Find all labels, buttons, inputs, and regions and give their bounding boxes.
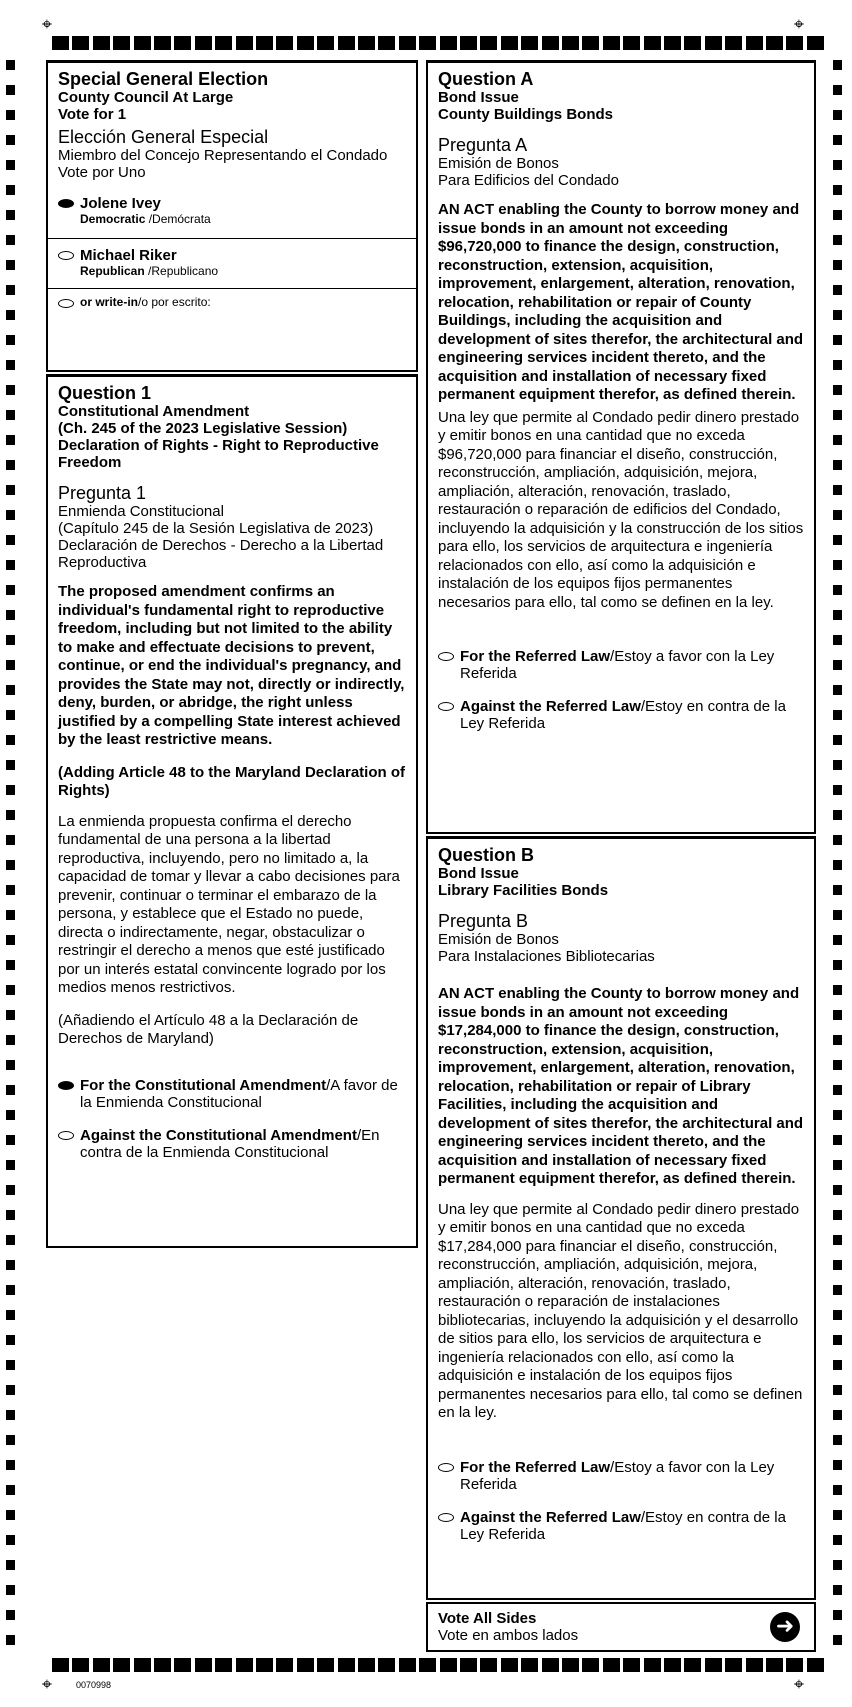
timing-mark <box>6 685 15 695</box>
timing-mark <box>256 36 273 50</box>
timing-mark <box>833 1585 842 1595</box>
question-subject-es: Para Edificios del Condado <box>438 172 619 189</box>
timing-mark <box>833 60 842 70</box>
timing-mark <box>6 1635 15 1645</box>
arrow-right-circle-icon: ➜ <box>770 1612 800 1642</box>
timing-mark <box>6 410 15 420</box>
timing-mark <box>174 36 191 50</box>
vote-all-sides-label: Vote All Sides <box>438 1610 537 1627</box>
timing-mark <box>338 1658 355 1672</box>
top-timing-marks <box>0 36 852 52</box>
timing-mark <box>72 36 89 50</box>
timing-mark <box>562 1658 579 1672</box>
timing-mark <box>6 335 15 345</box>
timing-mark <box>833 1360 842 1370</box>
timing-mark <box>399 1658 416 1672</box>
timing-mark <box>154 1658 171 1672</box>
timing-mark <box>6 160 15 170</box>
timing-mark <box>833 1510 842 1520</box>
choice-label: Against the Referred Law <box>460 1508 641 1526</box>
timing-mark <box>833 1285 842 1295</box>
timing-mark <box>215 1658 232 1672</box>
timing-mark <box>6 760 15 770</box>
question-a <box>426 60 816 834</box>
timing-mark <box>113 36 130 50</box>
timing-mark <box>833 385 842 395</box>
question-title: Question B <box>438 845 535 865</box>
timing-mark <box>833 660 842 670</box>
timing-mark <box>419 1658 436 1672</box>
timing-mark <box>6 910 15 920</box>
timing-mark <box>6 860 15 870</box>
timing-mark <box>6 435 15 445</box>
timing-mark <box>833 1560 842 1570</box>
timing-mark <box>833 1610 842 1620</box>
timing-mark <box>6 235 15 245</box>
timing-mark <box>6 1460 15 1470</box>
timing-mark <box>562 36 579 50</box>
timing-mark <box>807 36 824 50</box>
timing-mark <box>644 1658 661 1672</box>
timing-mark <box>52 36 69 50</box>
contest-title: Special General Election <box>58 69 269 89</box>
question-text-es: Una ley que permite al Condado pedir dinero prestado y emitir bonos en una cantidad que no exceda $96,720,000 para financiar el diseño, construcción, reconstrucción, ampliación, adquisición, mejora, ampliación, alteración, renovación, traslado, restauración o reparación de edificios del Condado, incluyendo la adquisición y la construcción de los sitios para ello, los servicios de arquitectura e ingeniería relacionados con ello, así como la adquisición e instalación de los equipos fijos permanentes necesarios para ello, tal como se definen en la ley. <box>438 408 804 611</box>
timing-mark <box>419 36 436 50</box>
timing-mark <box>603 1658 620 1672</box>
timing-mark <box>113 1658 130 1672</box>
question-subject: County Buildings Bonds <box>438 106 613 123</box>
write-in-label: or write-in <box>80 295 139 309</box>
timing-mark <box>6 1160 15 1170</box>
choice-against[interactable] <box>48 1127 416 1161</box>
timing-mark <box>6 1335 15 1345</box>
timing-mark <box>664 36 681 50</box>
timing-mark <box>6 1135 15 1145</box>
timing-mark <box>6 85 15 95</box>
timing-mark <box>6 1535 15 1545</box>
question-subject-es: Declaración de Derechos - Derecho a la Libertad Reproductiva <box>58 537 384 571</box>
question-text-es: La enmienda propuesta confirma el derecho fundamental de una persona a la libertad reproductiva, incluyendo, pero no limitado a, la capacidad de tomar y llevar a cabo decisiones para prevenir, continuar o terminar el embarazo de la persona, y establece que el Estado no puede, directa o indirectamente, negar, obstaculizar o restringir el derecho a menos que esté justificado por un interés estatal convincente logrado por los medios menos restrictivos. <box>58 812 400 996</box>
question-type: Bond Issue <box>438 89 519 106</box>
timing-mark <box>644 36 661 50</box>
timing-mark <box>833 710 842 720</box>
timing-mark <box>6 660 15 670</box>
question-text: AN ACT enabling the County to borrow money and issue bonds in an amount not exceeding $17,284,000 to finance the design, construction, reconstruction, extension, acquisition, improvement, enlargement, alteration, renovation, relocation, rehabilitation or repair of Library Facilities, including the acquisition and development of sites therefor, the architectural and engineering services incident thereto, and the acquisition and installation of necessary fixed permanent equipment therefor, as defined therein. <box>438 985 804 1187</box>
timing-mark <box>317 36 334 50</box>
timing-mark <box>195 1658 212 1672</box>
right-timing-marks <box>831 60 845 1660</box>
candidate-party: Republican <box>80 264 145 278</box>
timing-mark <box>623 1658 640 1672</box>
question-type: Constitutional Amendment <box>58 403 250 420</box>
timing-mark <box>833 1135 842 1145</box>
timing-mark <box>440 36 457 50</box>
timing-mark <box>501 36 518 50</box>
timing-mark <box>833 85 842 95</box>
contest-vote-for-es: Vote por Uno <box>58 164 146 181</box>
timing-mark <box>6 735 15 745</box>
choice-for[interactable] <box>428 1459 814 1493</box>
timing-mark <box>378 1658 395 1672</box>
timing-mark <box>6 485 15 495</box>
choice-label: Against the Referred Law <box>460 698 641 715</box>
timing-mark <box>542 1658 559 1672</box>
timing-mark <box>705 36 722 50</box>
timing-mark <box>833 510 842 520</box>
vote-all-sides-label-es: Vote en ambos lados <box>438 1627 579 1644</box>
timing-mark <box>833 160 842 170</box>
timing-mark <box>6 310 15 320</box>
timing-mark <box>833 110 842 120</box>
timing-mark <box>460 36 477 50</box>
selection-oval[interactable] <box>438 702 454 711</box>
timing-mark <box>6 1185 15 1195</box>
timing-mark <box>603 36 620 50</box>
timing-mark <box>358 36 375 50</box>
timing-mark <box>725 1658 742 1672</box>
timing-mark <box>833 985 842 995</box>
timing-mark <box>833 1060 842 1070</box>
timing-mark <box>338 36 355 50</box>
timing-mark <box>833 1185 842 1195</box>
selection-oval[interactable] <box>58 1131 74 1140</box>
timing-mark <box>215 36 232 50</box>
choice-label: For the Referred Law <box>460 648 611 665</box>
timing-mark <box>6 1560 15 1570</box>
timing-mark <box>746 1658 763 1672</box>
timing-mark <box>833 1085 842 1095</box>
timing-mark <box>521 1658 538 1672</box>
timing-mark <box>256 1658 273 1672</box>
timing-mark <box>786 1658 803 1672</box>
timing-mark <box>833 560 842 570</box>
timing-mark <box>833 960 842 970</box>
choice-label: For the Constitutional Amendment <box>80 1076 327 1094</box>
timing-mark <box>6 1385 15 1395</box>
timing-mark <box>833 1260 842 1270</box>
timing-mark <box>582 1658 599 1672</box>
timing-mark <box>6 1210 15 1220</box>
timing-mark <box>134 1658 151 1672</box>
timing-mark <box>833 135 842 145</box>
timing-mark <box>833 1460 842 1470</box>
timing-mark <box>833 635 842 645</box>
question-adding: (Adding Article 48 to the Maryland Declaration of Rights) <box>58 763 405 799</box>
timing-mark <box>833 535 842 545</box>
candidate-party-es: /Republicano <box>144 264 219 278</box>
timing-mark <box>6 1410 15 1420</box>
selection-oval[interactable] <box>58 251 74 260</box>
timing-mark <box>6 135 15 145</box>
timing-mark <box>6 260 15 270</box>
question-text-es: Una ley que permite al Condado pedir dinero prestado y emitir bonos en una cantidad que no exceda $17,284,000 para financiar el diseño, construcción, reconstrucción, ampliación, adquisición, mejora, ampliación, alteración, renovación, traslado, restauración o reparación de instalaciones bibliotecarias, incluyendo la adquisición y el desarrollo de sitios para ello, los servicios de arquitectura e ingeniería relacionados con ello, así como la adquisición e instalación de los equipos fijos permanentes necesarios para ello, tal como se definen en la ley. <box>438 1200 803 1421</box>
choice-label-es: /Estoy en contra de la Ley Referida <box>460 698 786 732</box>
timing-mark <box>833 1485 842 1495</box>
choice-label-es: /Estoy en contra de la Ley Referida <box>460 1508 786 1543</box>
timing-mark <box>501 1658 518 1672</box>
timing-mark <box>623 36 640 50</box>
timing-mark <box>6 1110 15 1120</box>
timing-mark <box>6 460 15 470</box>
candidate-option[interactable] <box>48 189 416 238</box>
question-adding-es: (Añadiendo el Artículo 48 a la Declaración de Derechos de Maryland) <box>58 1011 359 1047</box>
timing-mark <box>833 785 842 795</box>
timing-mark <box>236 36 253 50</box>
question-title-es: Pregunta 1 <box>58 483 147 503</box>
question-type-es: Emisión de Bonos <box>438 155 559 172</box>
timing-mark <box>786 36 803 50</box>
timing-mark <box>6 585 15 595</box>
question-title: Question A <box>438 69 534 89</box>
choice-for[interactable] <box>428 648 814 682</box>
timing-mark <box>833 235 842 245</box>
question-text: The proposed amendment confirms an individual's fundamental right to reproductive freedom, including but not limited to the ability to make and effectuate decisions to prevent, continue, or end the individual's pregnancy, and provides the State may not, directly or indirectly, deny, burden, or abridge, the right unless justified by a compelling State interest achieved by the least restrictive means. <box>58 583 405 748</box>
question-title-es: Pregunta A <box>438 135 528 155</box>
timing-mark <box>6 1310 15 1320</box>
timing-mark <box>766 36 783 50</box>
question-text: AN ACT enabling the County to borrow money and issue bonds in an amount not exceeding $96,720,000 to finance the design, construction, reconstruction, extension, acquisition, improvement, enlargement, alteration, renovation, relocation, rehabilitation or repair of County Buildings, including the acquisition and development of sites therefor, the architectural and engineering services incident thereto, and the acquisition and installation of necessary fixed permanent equipment therefor, as defined therein. <box>438 201 804 403</box>
question-subject-es: Para Instalaciones Bibliotecarias <box>438 948 655 965</box>
candidate-name: Michael Riker <box>80 247 177 264</box>
selection-oval[interactable] <box>438 652 454 661</box>
timing-mark <box>317 1658 334 1672</box>
question-subject: Library Facilities Bonds <box>438 882 609 899</box>
timing-mark <box>833 1010 842 1020</box>
timing-mark <box>833 935 842 945</box>
timing-mark <box>6 360 15 370</box>
timing-mark <box>833 1235 842 1245</box>
question-title-es: Pregunta B <box>438 911 529 931</box>
timing-mark <box>6 510 15 520</box>
timing-mark <box>6 185 15 195</box>
timing-mark <box>684 36 701 50</box>
timing-mark <box>6 1260 15 1270</box>
timing-mark <box>6 835 15 845</box>
timing-mark <box>6 1085 15 1095</box>
crosshair-icon: ⌖ <box>793 1674 805 1695</box>
timing-mark <box>833 185 842 195</box>
question-chapter: (Ch. 245 of the 2023 Legislative Session) <box>58 420 348 437</box>
timing-mark <box>521 36 538 50</box>
write-in-option[interactable] <box>48 288 416 338</box>
selection-oval[interactable] <box>438 1513 454 1522</box>
timing-mark <box>833 585 842 595</box>
timing-mark <box>480 36 497 50</box>
candidate-option[interactable] <box>48 238 416 288</box>
timing-mark <box>725 36 742 50</box>
timing-mark <box>399 36 416 50</box>
timing-mark <box>480 1658 497 1672</box>
timing-mark <box>6 635 15 645</box>
timing-mark <box>236 1658 253 1672</box>
choice-against[interactable] <box>428 1509 814 1543</box>
timing-mark <box>833 1635 842 1645</box>
timing-mark <box>6 385 15 395</box>
timing-mark <box>833 885 842 895</box>
timing-mark <box>6 1610 15 1620</box>
question-title: Question 1 <box>58 383 152 403</box>
crosshair-icon: ⌖ <box>793 14 805 35</box>
timing-mark <box>378 36 395 50</box>
choice-for[interactable] <box>48 1077 416 1111</box>
timing-mark <box>833 410 842 420</box>
timing-mark <box>134 36 151 50</box>
timing-mark <box>684 1658 701 1672</box>
timing-mark <box>833 1435 842 1445</box>
timing-mark <box>766 1658 783 1672</box>
candidate-party-es: /Demócrata <box>145 212 211 226</box>
question-type: Bond Issue <box>438 865 519 882</box>
timing-mark <box>6 1485 15 1495</box>
contest-vote-for: Vote for 1 <box>58 106 127 123</box>
timing-mark <box>833 910 842 920</box>
timing-mark <box>72 1658 89 1672</box>
timing-mark <box>833 360 842 370</box>
timing-mark <box>833 685 842 695</box>
timing-mark <box>93 36 110 50</box>
timing-mark <box>6 535 15 545</box>
timing-mark <box>6 985 15 995</box>
left-timing-marks <box>4 60 18 1660</box>
question-chapter-es: (Capítulo 245 de la Sesión Legislativa de 2023) <box>58 520 374 537</box>
choice-label: Against the Constitutional Amendment <box>80 1126 357 1144</box>
timing-mark <box>6 960 15 970</box>
timing-mark <box>833 760 842 770</box>
timing-mark <box>6 885 15 895</box>
vote-all-sides-box <box>426 1602 816 1652</box>
timing-mark <box>6 110 15 120</box>
question-type-es: Enmienda Constitucional <box>58 503 224 520</box>
timing-mark <box>6 1060 15 1070</box>
timing-mark <box>460 1658 477 1672</box>
selection-oval[interactable] <box>58 199 74 208</box>
timing-mark <box>6 285 15 295</box>
timing-mark <box>833 435 842 445</box>
choice-label-es: /Estoy a favor con la Ley Referida <box>460 1458 775 1493</box>
timing-mark <box>833 1035 842 1045</box>
timing-mark <box>833 835 842 845</box>
timing-mark <box>358 1658 375 1672</box>
timing-mark <box>6 560 15 570</box>
timing-mark <box>195 36 212 50</box>
timing-mark <box>582 36 599 50</box>
timing-mark <box>664 1658 681 1672</box>
timing-mark <box>833 860 842 870</box>
timing-mark <box>6 1360 15 1370</box>
candidate-name: Jolene Ivey <box>80 195 161 212</box>
crosshair-icon: ⌖ <box>41 14 53 35</box>
timing-mark <box>833 610 842 620</box>
crosshair-icon: ⌖ <box>41 1674 53 1695</box>
ballot-serial-number: 0070998 <box>76 1680 112 1690</box>
timing-mark <box>276 36 293 50</box>
timing-mark <box>833 1310 842 1320</box>
contest-office-es: Miembro del Concejo Representando el Condado <box>58 147 388 164</box>
timing-mark <box>746 36 763 50</box>
timing-mark <box>6 610 15 620</box>
timing-mark <box>6 1035 15 1045</box>
choice-label: For the Referred Law <box>460 1458 611 1476</box>
timing-mark <box>297 1658 314 1672</box>
timing-mark <box>174 1658 191 1672</box>
bottom-timing-marks <box>0 1658 852 1674</box>
selection-oval[interactable] <box>58 299 74 308</box>
timing-mark <box>833 1410 842 1420</box>
timing-mark <box>52 1658 69 1672</box>
timing-mark <box>833 1385 842 1395</box>
question-subject: Declaration of Rights - Right to Reproductive Freedom <box>58 437 379 471</box>
timing-mark <box>833 210 842 220</box>
selection-oval[interactable] <box>58 1081 74 1090</box>
timing-mark <box>6 1285 15 1295</box>
timing-mark <box>6 1235 15 1245</box>
timing-mark <box>6 1510 15 1520</box>
timing-mark <box>833 310 842 320</box>
candidate-party: Democratic <box>80 212 146 226</box>
timing-mark <box>833 260 842 270</box>
timing-mark <box>833 1160 842 1170</box>
question-type-es: Emisión de Bonos <box>438 931 559 948</box>
write-in-label-es: /o por escrito: <box>138 295 211 309</box>
timing-mark <box>6 1010 15 1020</box>
timing-mark <box>833 1335 842 1345</box>
timing-mark <box>542 36 559 50</box>
timing-mark <box>440 1658 457 1672</box>
timing-mark <box>6 785 15 795</box>
timing-mark <box>6 1585 15 1595</box>
question-b <box>426 836 816 1600</box>
timing-mark <box>276 1658 293 1672</box>
choice-against[interactable] <box>428 698 814 732</box>
contest-office: County Council At Large <box>58 89 234 106</box>
choice-label-es: /A favor de la Enmienda Constitucional <box>80 1076 398 1111</box>
timing-mark <box>807 1658 824 1672</box>
timing-mark <box>6 60 15 70</box>
selection-oval[interactable] <box>438 1463 454 1472</box>
contest-county-council <box>46 60 418 372</box>
timing-mark <box>6 1435 15 1445</box>
choice-label-es: /En contra de la Enmienda Constitucional <box>80 1126 380 1161</box>
timing-mark <box>154 36 171 50</box>
timing-mark <box>6 210 15 220</box>
timing-mark <box>833 1535 842 1545</box>
timing-mark <box>6 810 15 820</box>
timing-mark <box>93 1658 110 1672</box>
timing-mark <box>833 335 842 345</box>
timing-mark <box>833 1110 842 1120</box>
timing-mark <box>833 485 842 495</box>
timing-mark <box>705 1658 722 1672</box>
timing-mark <box>6 710 15 720</box>
timing-mark <box>6 935 15 945</box>
question-1 <box>46 374 418 1248</box>
timing-mark <box>833 810 842 820</box>
timing-mark <box>833 460 842 470</box>
timing-mark <box>833 1210 842 1220</box>
timing-mark <box>297 36 314 50</box>
timing-mark <box>833 735 842 745</box>
choice-label-es: /Estoy a favor con la Ley Referida <box>460 648 775 682</box>
contest-title-es: Elección General Especial <box>58 127 269 147</box>
timing-mark <box>833 285 842 295</box>
